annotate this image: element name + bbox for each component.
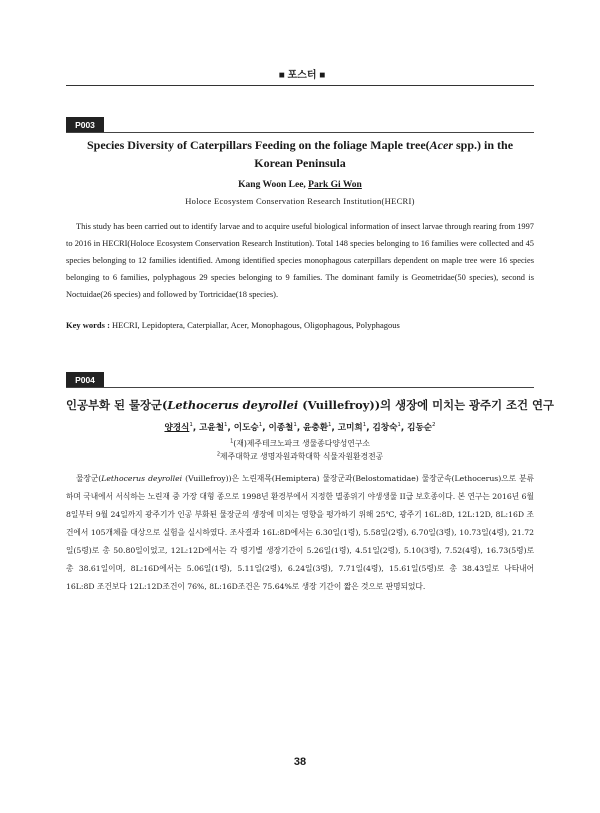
article1-title-italic: Acer: [429, 138, 453, 152]
article2-abstract: [66, 470, 534, 596]
affiliation-text: (재)제주테크노파크 생물종다양성연구소: [233, 439, 370, 448]
article1-title-part1: Species Diversity of Caterpillars Feeding on the foliage Maple tree(: [86, 138, 430, 152]
abstract-prefix: 물장군(: [76, 474, 102, 483]
affiliation-sup: 1: [230, 438, 234, 445]
author-sup: 1: [328, 422, 332, 429]
author-sup: 1: [397, 422, 401, 429]
article2-author: 고미희: [337, 423, 363, 433]
keywords-text: HECRI, Lepidoptera, Caterpiallar, Acer, Monophagous, Oligophagous, Polyphagous: [109, 320, 400, 330]
page-number: 38: [293, 756, 307, 768]
article1-affiliation: Holoce Ecosystem Conservation Research Institution(HECRI): [185, 196, 415, 206]
article1-abstract: This study has been carried out to identify larvae and to acquire useful biological information of insect larvae through rearing from 1997 to 2016 in HECRI(Holoce Ecosystem Conservation Research Institution). Total 148 species belonging to 16 families were collected and 45 species belonging to 12 families identified. Among identified species monophagous caterpillars dependent on maple tree were 16 species belonging to 6 families, polyphagous 29 species belonging to 9 families. The dominant family is Geometridae(50 species), second is Noctuidae(26 species) and followed by Tortricidae(18 species).: [66, 222, 534, 299]
keywords-label: Key words :: [66, 320, 110, 330]
article2-author: 고윤철: [199, 423, 225, 433]
author-sup: 2: [432, 422, 436, 429]
article1-authors: [66, 180, 534, 190]
article2-title-part1: 인공부화 된 물장군(: [66, 398, 168, 412]
article2-title-part2: (Vuillefroy))의 생장에 미치는 광주기 조건 연구: [298, 398, 555, 412]
article2-author: 윤충환: [303, 423, 329, 433]
article1-title-part2: spp.) in the Korean Peninsula: [254, 138, 514, 170]
article2-authors: 양경식$^1$, 고윤철$^1$, 이도승$^1$, 이종철$^1$, 윤충환$^1$, 고미희$^1$, 김창숙$^1$, 김동순$^2$: [164, 422, 436, 433]
article1-author-1: Kang Woon Lee,: [238, 180, 309, 190]
affiliation-sup: 2: [216, 451, 221, 458]
author-sup: 1: [362, 422, 367, 429]
article2-author: 김동순: [407, 423, 433, 433]
article2-title: [66, 397, 555, 413]
article2-affiliation-1: [66, 438, 534, 449]
article2-author: 김창숙: [372, 423, 398, 433]
article-tag-p003: P003: [66, 117, 104, 133]
article-tag-rule: [66, 132, 534, 133]
article1-title: [78, 136, 522, 172]
article2-author: 이도승: [233, 423, 259, 433]
article2-author: 이종철: [268, 423, 294, 433]
author-sup: 1: [224, 422, 228, 429]
article-tag-rule: [66, 387, 534, 388]
author-sup: 1: [258, 422, 263, 429]
article1-author-2: Park Gi Won: [308, 180, 362, 190]
section-header: ■ 포스터 ■: [278, 70, 326, 81]
article2-title-italic: Lethocerus deyrollei: [167, 398, 299, 412]
author-sup: 1: [189, 422, 193, 429]
header-rule: [66, 85, 534, 86]
abstract-body: (Vuillefroy))은 노린재목(Hemiptera) 물장군과(Belostomatidae) 물장군속(Lethocerus)으로 분류하며 국내에서 서식하는 노린재 중 가장 대형 종으로 1998년 환경부에서 지정한 멸종위기 야생생물 II급 보호종이다. 본 연구는 2016년 6월 8일부터 9월 24일까지 광주기가 인공 부화된 물장군의 생장에 미치는 영향을 평가하기 위해 25℃, 광주기 16L:8D, 12L:12D, 8L:16D 조건에서 105개체를 대상으로 실험을 실시하였다. 조사결과 16L:8D에서는 6.30일(1령), 5.58일(2령), 6.70일(3령), 10.73일(4령), 21.72일(5령)로 총 50.80일이었고, 12L:12D에서는 각 령기별 생장기간이 5.26일(1령), 4.51일(2령), 5.10(3령), 7.52(4령), 16.73(5령)로 총 38.61일이며, 8L:16D에서는 5.06일(1령), 5.11일(2령), 6.24일(3령), 7.71일(4령), 15.61일(5령)로 총 38.43일로 나타내어 16L:8D 조건보다 12L:12D조건이 76%, 8L:16D조건은 75.64%로 생장 기간이 짧은 것으로 판명되었다.: [66, 474, 534, 591]
author-sup: 1: [293, 422, 297, 429]
article1-keywords: [66, 320, 534, 330]
article2-affiliation-2: [66, 451, 534, 462]
article2-author: 양경식: [164, 423, 190, 433]
abstract-italic: Lethocerus deyrollei: [101, 474, 183, 483]
affiliation-text: 제주대학교 생명자원과학대학 식물자원환경전공: [220, 452, 384, 461]
article-tag-p004: P004: [66, 372, 104, 388]
